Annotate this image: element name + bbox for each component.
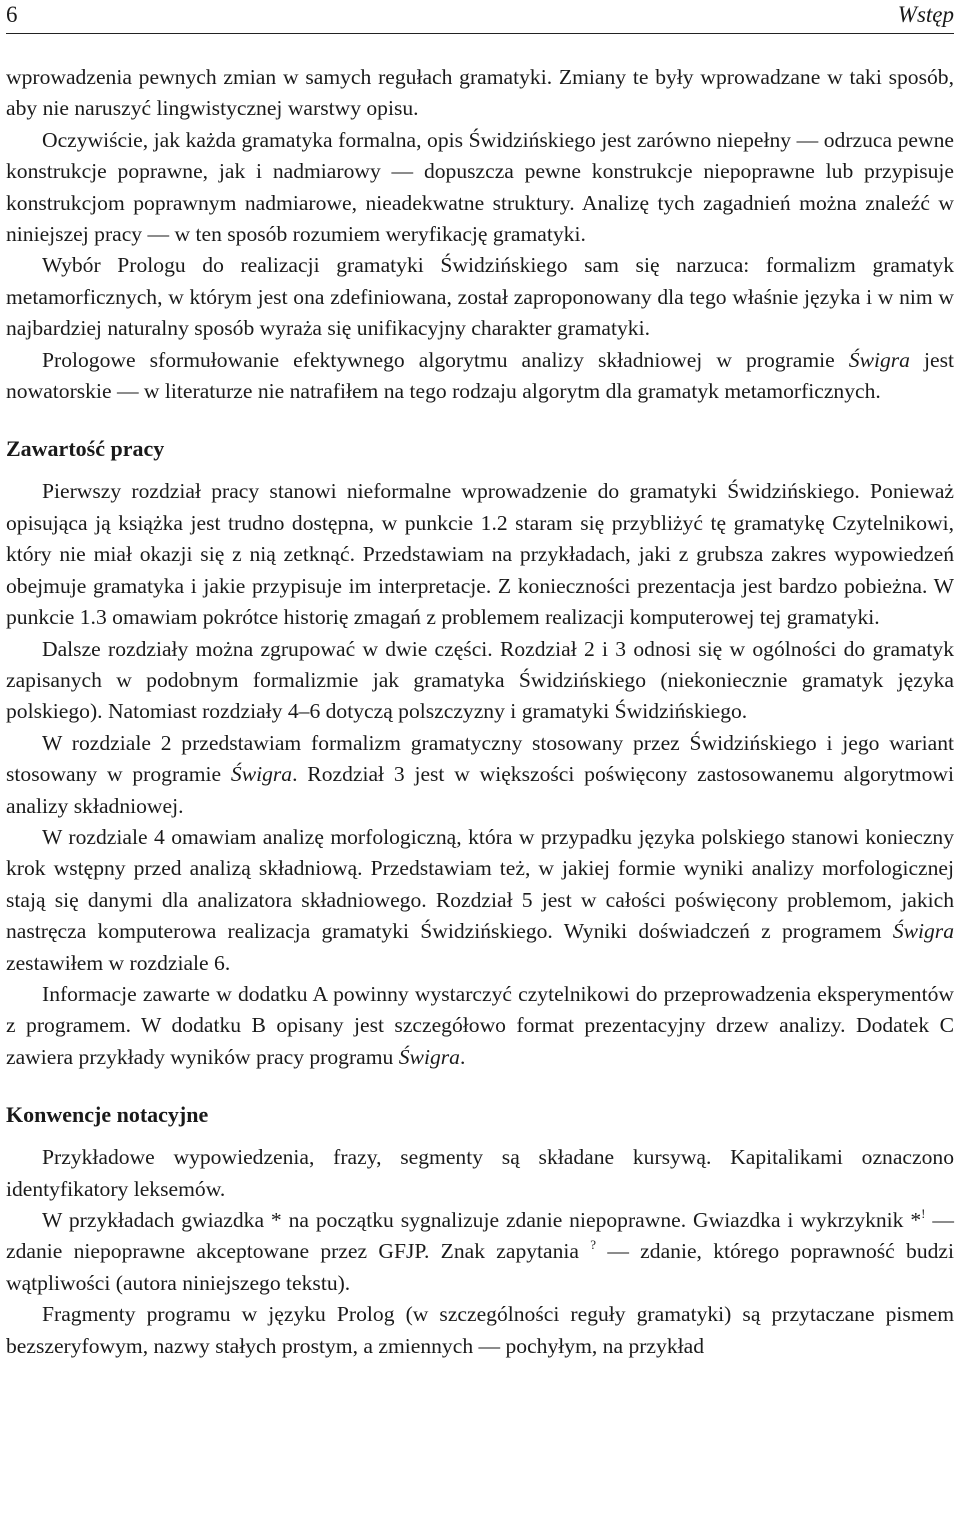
paragraph bbox=[6, 979, 954, 1073]
text-run: — zdanie niepoprawne akceptowane przez GFJP. Znak zapytania bbox=[6, 1208, 955, 1264]
text-run: zestawiłem w rozdziale 6. bbox=[6, 950, 231, 975]
paragraph: Oczywiście, jak każda gramatyka formalna, opis Świdzińskiego jest zarówno niepełny — odrzuca pewne konstrukcje poprawne, jak i nadmiarowy — dopuszcza pewne konstrukcje niepoprawne lub przypisuje konstrukcjom poprawnym nadmiarowe, nieadekwatne struktury. Analizę tych zagadnień można znaleźć w niniejszej pracy — w ten sposób rozumiem weryfikację gramatyki. bbox=[6, 127, 954, 247]
text-run: W rozdziale 2 przedstawiam formalizm gramatyczny stosowany przez Świdzińskiego i jego wariant stosowany w programie bbox=[6, 730, 954, 787]
page-body bbox=[6, 62, 954, 1362]
paragraph: Fragmenty programu w języku Prolog (w szczególności reguły gramatyki) są przytaczane pismem bezszeryfowym, nazwy stałych prostym, a zmiennych — pochyłym, na przykład bbox=[6, 1302, 954, 1358]
text-run: jest nowatorskie — w literaturze nie natrafiłem na tego rodzaju algorytm dla gramatyk metamorficznych. bbox=[6, 347, 954, 404]
running-header bbox=[6, 0, 954, 34]
page-number: 6 bbox=[6, 2, 18, 27]
paragraph bbox=[6, 822, 954, 979]
paragraph: Dalsze rozdziały można zgrupować w dwie części. Rozdział 2 i 3 odnosi się w ogólności do gramatyk zapisanych w podobnym formalizmie jak gramatyka Świdzińskiego (niekoniecznie gramatyk języka polskiego). Natomiast rozdziały 4–6 dotyczą polszczyzny i gramatyki Świdzińskiego. bbox=[6, 636, 954, 724]
paragraph bbox=[6, 1205, 954, 1299]
text-run: . Rozdział 3 jest w większości poświęcony zastosowanemu algorytmowi analizy składniowej. bbox=[6, 762, 954, 818]
text-run: Prologowe sformułowanie efektywnego algorytmu analizy składniowej w programie bbox=[42, 347, 849, 372]
question-superscript: ? bbox=[590, 1237, 597, 1253]
paragraph: wprowadzenia pewnych zmian w samych regułach gramatyki. Zmiany te były wprowadzane w taki sposób, aby nie naruszyć lingwistycznej warstwy opisu. bbox=[6, 65, 954, 121]
section-heading: Konwencje notacyjne bbox=[6, 1102, 209, 1128]
paragraph: Przykładowe wypowiedzenia, frazy, segmenty są składane kursywą. Kapitalikami oznaczono identyfikatory leksemów. bbox=[6, 1145, 954, 1201]
text-run: . bbox=[459, 1044, 466, 1069]
program-name: Świgra bbox=[230, 762, 293, 787]
text-run: Informacje zawarte w dodatku A powinny wystarczyć czytelnikowi do przeprowadzenia eksperymentów z programem. W dodatku B opisany jest szczegółowo format prezentacyjny drzew analizy. Dodatek C zawiera przykłady wyników pracy programu bbox=[6, 981, 954, 1069]
paragraph bbox=[6, 728, 954, 822]
program-name: Świgra bbox=[892, 919, 954, 944]
paragraph bbox=[6, 345, 954, 408]
program-name: Świgra bbox=[398, 1044, 460, 1069]
paragraph: Wybór Prologu do realizacji gramatyki Świdzińskiego sam się narzuca: formalizm gramatyk metamorficznych, w którym jest ona zdefiniowana, został zaproponowany dla tego właśnie języka i w nim w najbardziej naturalny sposób wyraża się unifikacyjny charakter gramatyki. bbox=[6, 253, 954, 341]
text-run: W rozdziale 4 omawiam analizę morfologiczną, która w przypadku języka polskiego stanowi konieczny krok wstępny przed analizą składniową. Przedstawiam też, w jakiej formie wyniki analizy morfologicznej stają się danymi dla analizatora składniowego. Rozdział 5 jest w całości poświęcony problemom, jakich nastręcza komputerowa realizacja gramatyki Świdzińskiego. Wyniki doświadczeń z programem bbox=[6, 824, 954, 944]
program-name: Świgra bbox=[848, 347, 910, 372]
paragraph: Pierwszy rozdział pracy stanowi nieformalne wprowadzenie do gramatyki Świdzińskiego. Ponieważ opisująca ją książka jest trudno dostępna, w punkcie 1.2 staram się przybliżyć tę gramatykę Czytelnikowi, który nie miał okazji się z nią zetknąć. Przedstawiam na przykładach, jaki z grubsza zakres wypowiedzeń obejmuje gramatyka i jakie przypisuje im interpretacje. Z konieczności prezentacja jest bardzo pobieżna. W punkcie 1.3 omawiam pokrótce historię zmagań z problemem realizacji komputerowej tej gramatyki. bbox=[6, 479, 954, 630]
running-title: Wstęp bbox=[897, 2, 954, 27]
section-heading: Zawartość pracy bbox=[6, 436, 165, 462]
exclamation-superscript: ! bbox=[921, 1206, 926, 1221]
text-run: — zdanie, którego poprawność budzi wątpliwości (autora niniejszego tekstu). bbox=[6, 1239, 955, 1295]
text-run: W przykładach gwiazdka * na początku sygnalizuje zdanie niepoprawne. Gwiazdka i wykrzyknik * bbox=[42, 1208, 922, 1232]
